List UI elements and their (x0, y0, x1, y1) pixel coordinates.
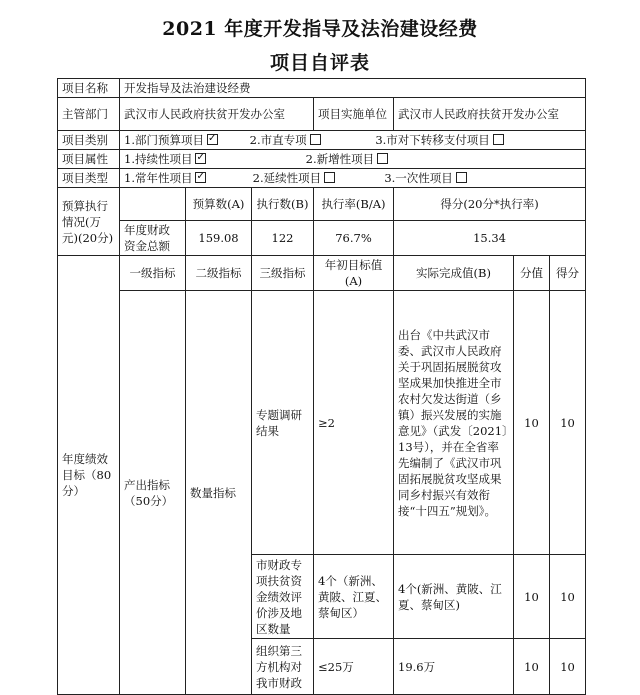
budget-header-budget: 预算数(A) (186, 188, 252, 221)
perf-target: 4个（新洲、黄陂、江夏、蔡甸区） (314, 555, 394, 639)
perf-header-actual: 实际完成值(B) (394, 256, 514, 291)
perf-actual: 4个(新洲、黄陂、江夏、蔡甸区) (394, 555, 514, 639)
attribute-opt2-label: 2.新增性项目 (305, 152, 375, 166)
type-opt3-label: 3.一次性项目 (384, 171, 453, 185)
perf-score: 10 (550, 639, 586, 695)
row-project-name (58, 79, 586, 98)
rate-value: 76.7% (314, 221, 394, 256)
doc-title: 2021 年度开发指导及法治建设经费 (162, 18, 478, 40)
perf-actual: 出台《中共武汉市委、武汉市人民政府关于巩固拓展脱贫攻坚成果加快推进全市农村欠发达街道（乡镇）振兴发展的实施意见》（武发〔2021〕13号），并在全省率先编制了《武汉市巩固拓展脱贫攻坚成果同乡村振兴有效衔接“十四五”规划》。 (394, 291, 514, 555)
category-label: 项目类别 (58, 131, 120, 150)
perf-score: 10 (550, 555, 586, 639)
perf-label: 年度绩效目标（80分） (58, 256, 120, 695)
type-opt2-label: 2.延续性项目 (252, 171, 322, 185)
perf-lvl2: 数量指标 (186, 291, 252, 695)
perf-header-lvl1: 一级指标 (120, 256, 186, 291)
perf-row (58, 291, 586, 555)
perf-points: 10 (514, 639, 550, 695)
row-dept (58, 98, 586, 131)
row-attribute (58, 150, 586, 169)
perf-points: 10 (514, 291, 550, 555)
score-value: 15.34 (394, 221, 586, 256)
perf-lvl3: 组织第三方机构对我市财政 (252, 639, 314, 695)
row-type (58, 169, 586, 188)
project-name-label: 项目名称 (58, 79, 120, 98)
perf-header-lvl2: 二级指标 (186, 256, 252, 291)
type-label: 项目类型 (58, 169, 120, 188)
type-opt2-checkbox[interactable] (324, 172, 335, 183)
attribute-options (120, 150, 586, 169)
perf-header-score: 得分 (550, 256, 586, 291)
evaluation-table (57, 78, 586, 695)
perf-header-lvl3: 三级指标 (252, 256, 314, 291)
doc-subtitle: 项目自评表 (269, 52, 370, 74)
category-opt3-label: 3.市对下转移支付项目 (375, 133, 490, 147)
perf-lvl1: 产出指标（50分） (120, 291, 186, 695)
budget-blank (120, 188, 186, 221)
budget-header-exec: 执行数(B) (252, 188, 314, 221)
type-opt1-label: 1.常年性项目 (124, 171, 193, 185)
row-budget-values (58, 221, 586, 256)
perf-score: 10 (550, 291, 586, 555)
perf-points: 10 (514, 555, 550, 639)
category-opt2-label: 2.市直专项 (249, 133, 307, 147)
perf-target: ≥2 (314, 291, 394, 555)
attribute-opt2-checkbox[interactable] (377, 153, 388, 164)
category-opt1-checkbox[interactable] (207, 134, 218, 145)
perf-header-target: 年初目标值(A) (314, 256, 394, 291)
budget-label: 预算执行情况(万元)(20分) (58, 188, 120, 256)
type-options (120, 169, 586, 188)
category-opt1-label: 1.部门预算项目 (124, 133, 204, 147)
budget-header-score: 得分(20分*执行率) (394, 188, 586, 221)
category-opt3-checkbox[interactable] (493, 134, 504, 145)
dept-label: 主管部门 (58, 98, 120, 131)
attribute-label: 项目属性 (58, 150, 120, 169)
perf-header-points: 分值 (514, 256, 550, 291)
impl-unit-value: 武汉市人民政府扶贫开发办公室 (394, 98, 586, 131)
budget-header-rate: 执行率(B/A) (314, 188, 394, 221)
attribute-opt1-checkbox[interactable] (195, 153, 206, 164)
type-opt1-checkbox[interactable] (195, 172, 206, 183)
row-perf-header (58, 256, 586, 291)
perf-lvl3: 市财政专项扶贫资金绩效评价涉及地区数量 (252, 555, 314, 639)
perf-lvl3: 专题调研结果 (252, 291, 314, 555)
perf-actual: 19.6万 (394, 639, 514, 695)
budget-value: 159.08 (186, 221, 252, 256)
impl-unit-label: 项目实施单位 (314, 98, 394, 131)
budget-row-label: 年度财政资金总额 (120, 221, 186, 256)
attribute-opt1-label: 1.持续性项目 (124, 152, 193, 166)
row-budget-header (58, 188, 586, 221)
category-opt2-checkbox[interactable] (310, 134, 321, 145)
exec-value: 122 (252, 221, 314, 256)
dept-value: 武汉市人民政府扶贫开发办公室 (120, 98, 314, 131)
row-category (58, 131, 586, 150)
category-options (120, 131, 586, 150)
project-name-value: 开发指导及法治建设经费 (120, 79, 586, 98)
perf-target: ≤25万 (314, 639, 394, 695)
type-opt3-checkbox[interactable] (456, 172, 467, 183)
